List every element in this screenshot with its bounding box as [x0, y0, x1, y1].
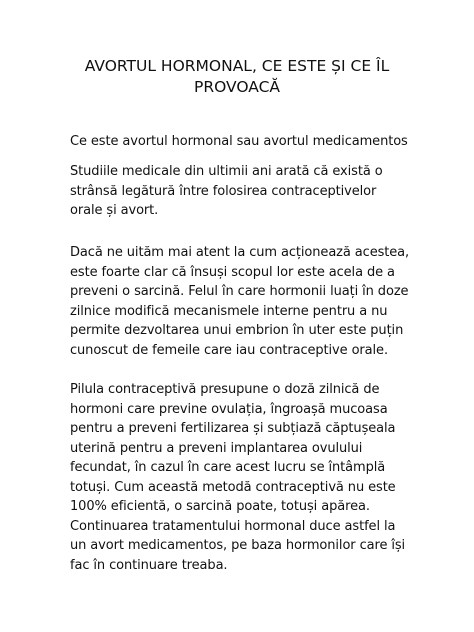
section-subtitle: Ce este avortul hormonal sau avortul medicamentos — [70, 134, 408, 149]
paragraph-2: Dacă ne uităm mai atent la cum acționează acestea, este foarte clar că însuși scopul lor este acela de a preveni o sarcină. Felul în care hormonii luați în doze zilnice modifică mecanismele interne pentru a nu permite dezvoltarea unui embrion în uter este puțin cunoscut de femeile care iau contraceptive orale. — [70, 245, 410, 358]
paragraph-1: Studiile medicale din ultimii ani arată că există o strânsă legătură între folosirea contraceptivelor orale și avort. — [70, 164, 383, 218]
paragraph-3: Pilula contraceptivă presupune o doză zilnică de hormoni care previne ovulația, îngroașă mucoasa pentru a preveni fertilizarea și subțiază căptușeala uterină pentru a preveni implantarea ovulului fecundat, în cazul în care acest lucru se întâmplă totuși. Cum această metodă contraceptivă nu este 100% eficientă, o sarcină poate, totuși apărea. Continuarea tratamentului hormonal duce astfel la un avort medicamentos, pe baza hormonilor care își fac în continuare treaba. — [70, 382, 406, 573]
page-title: AVORTUL HORMONAL, CE ESTE ȘI CE ÎL PROVOACĂ — [84, 57, 390, 96]
